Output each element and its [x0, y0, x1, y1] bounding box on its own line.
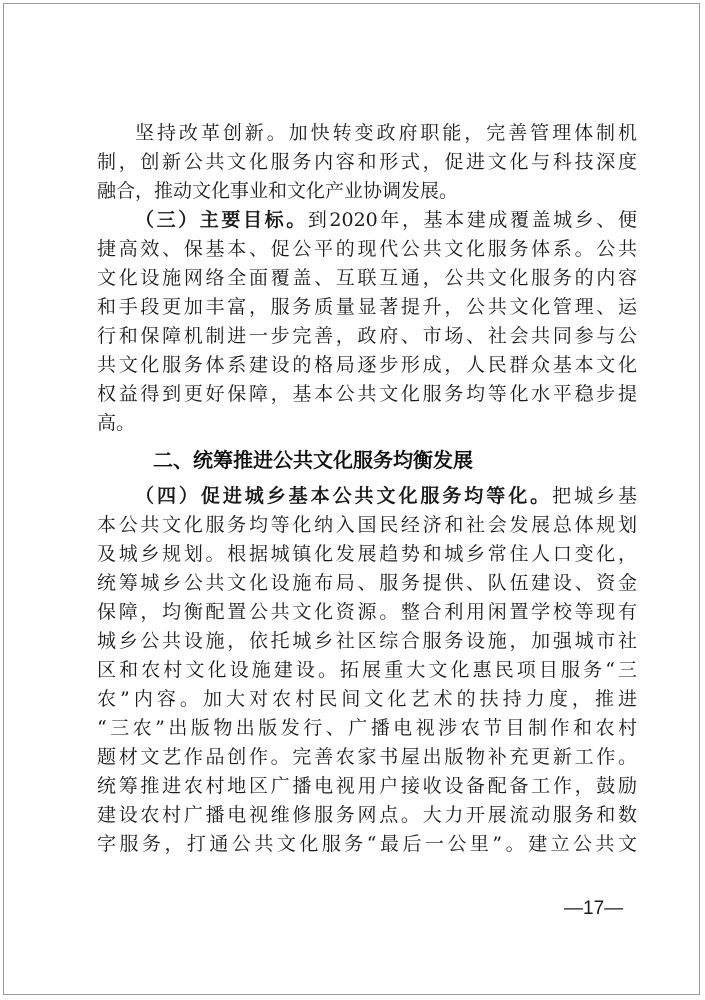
- section-heading: 二、统筹推进公共文化服务均衡发展: [153, 448, 473, 472]
- text-line: 城乡公共设施，依托城乡社区综合服务设施，加强城市社: [97, 630, 637, 652]
- text-line: 共文化服务体系建设的格局逐步形成，人民群众基本文化: [97, 354, 637, 376]
- text-line: 统筹城乡公共文化设施布局、服务提供、队伍建设、资金: [97, 572, 637, 594]
- text-line: 制，创新公共文化服务内容和形式，促进文化与科技深度: [97, 151, 637, 173]
- subheading-main-goals: （三）主要目标。: [135, 209, 308, 231]
- text-span: 把城乡基: [552, 485, 637, 507]
- text-line: 字服务，打通公共文化服务“最后一公里”。建立公共文: [97, 833, 637, 855]
- text-line: 行和保障机制进一步完善，政府、市场、社会共同参与公: [97, 325, 637, 347]
- paragraph-line-with-subheading: [97, 482, 637, 511]
- text-line: 农”内容。加大对农村民间文化艺术的扶持力度，推进: [97, 688, 637, 710]
- page-number: —17—: [564, 898, 624, 919]
- text-line: 融合，推动文化事业和文化产业协调发展。: [97, 180, 459, 202]
- text-line: 建设农村广播电视维修服务网点。大力开展流动服务和数: [97, 804, 637, 826]
- paragraph-line-with-subheading: [97, 206, 637, 235]
- text-line: 本公共文化服务均等化纳入国民经济和社会发展总体规划: [97, 514, 637, 536]
- document-page: [3, 3, 700, 995]
- text-line: 统筹推进农村地区广播电视用户接收设备配备工作，鼓励: [97, 775, 637, 797]
- text-line: 文化设施网络全面覆盖、互联互通，公共文化服务的内容: [97, 267, 637, 289]
- text-line: “三农”出版物出版发行、广播电视涉农节目制作和农村: [97, 717, 637, 739]
- body-text: [97, 119, 637, 859]
- text-line: 保障，均衡配置公共文化资源。整合利用闲置学校等现有: [97, 601, 637, 623]
- text-line: 和手段更加丰富，服务质量显著提升，公共文化管理、运: [97, 296, 637, 318]
- text-line: 高。: [97, 412, 136, 434]
- text-span: 到2020年，基本建成覆盖城乡、便: [307, 209, 637, 231]
- text-line: 坚持改革创新。加快转变政府职能，完善管理体制机: [135, 122, 637, 144]
- text-line: 及城乡规划。根据城镇化发展趋势和城乡常住人口变化，: [97, 543, 637, 565]
- subheading-equalization: （四）促进城乡基本公共文化服务均等化。: [135, 485, 553, 507]
- text-line: 题材文艺作品创作。完善农家书屋出版物补充更新工作。: [97, 746, 637, 768]
- text-line: 区和农村文化设施建设。拓展重大文化惠民项目服务“三: [97, 659, 637, 681]
- text-line: 捷高效、保基本、促公平的现代公共文化服务体系。公共: [97, 238, 637, 260]
- text-line: 权益得到更好保障，基本公共文化服务均等化水平稳步提: [97, 383, 637, 405]
